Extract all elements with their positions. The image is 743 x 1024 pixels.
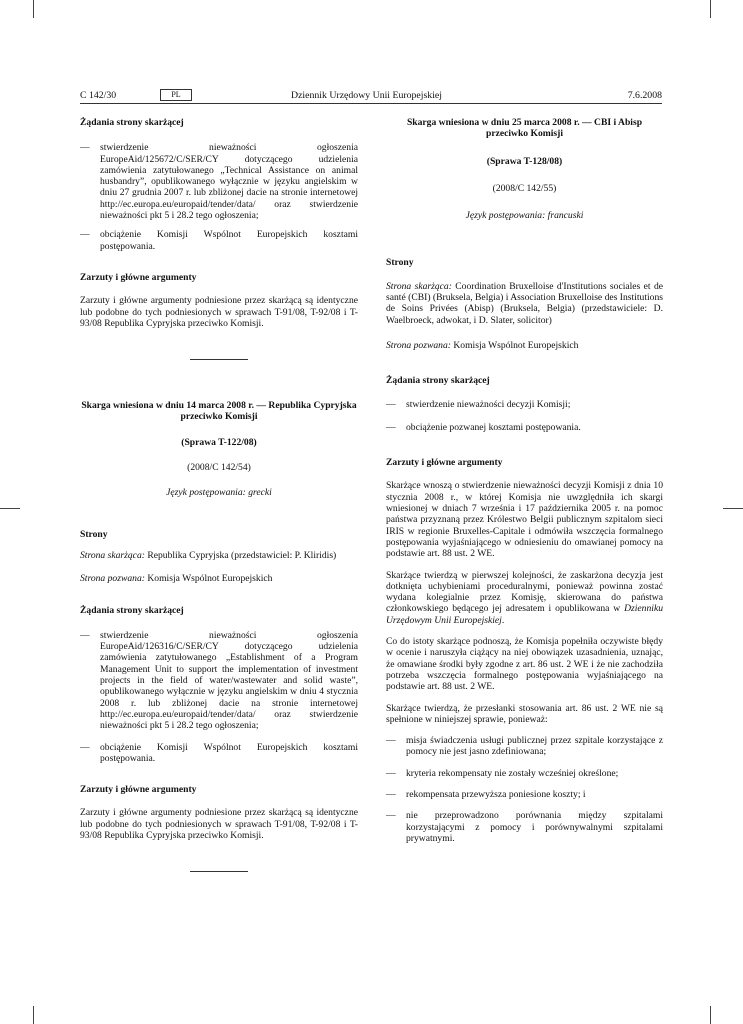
applicant-text: Republika Cypryjska (przedstawiciel: P. Kliridis)	[144, 549, 337, 561]
journal-series-number: C 142/30	[80, 90, 117, 101]
condition-item: — misja świadczenia usługi publicznej przez szpitale korzystające z pomocy nie jest jasno zdefiniowana;	[386, 735, 663, 758]
defendant-text: Komisja Wspólnot Europejskich	[144, 573, 273, 585]
claims-list	[80, 630, 358, 732]
case-reference: (2008/C 142/54)	[187, 462, 251, 474]
section-heading: Żądania strony skarżącej	[386, 375, 490, 387]
case-number: (Sprawa T-122/08)	[181, 436, 257, 448]
crop-mark-bottom-right	[710, 1006, 711, 1024]
language-code-box: PL	[160, 89, 192, 101]
claim-item: — stwierdzenie nieważności ogłoszenia EuropeAid/125672/C/SER/CY dotyczącego udzielenia zamówienia zatytułowanego „Technical Assistance on animal husbandry”, opublikowanego wyłącznie w języku angielskim w dniu 27 grudnia 2007 r. lub zbliżonej dacie na stronie internetowej http://ec.europa.eu/europaid/tender/data/ oraz stwierdzenie nieważności pkt 5 i 28.2 tego ogłoszenia;	[80, 142, 358, 221]
paragraph: Zarzuty i główne argumenty podniesione przez skarżącą są identyczne lub podobne do tych podniesionych w sprawach T-91/08, T-92/08 i T-93/08 Republika Cypryjska przeciwko Komisji.	[80, 807, 358, 841]
defendant-text: Komisja Wspólnot Europejskich	[450, 339, 579, 351]
section-heading: Zarzuty i główne argumenty	[386, 457, 503, 469]
crop-mark-top-left	[33, 0, 34, 18]
paragraph: Co do istoty skarżące podnoszą, że Komisja popełniła oczywiste błędy w ocenie i naruszyła ciążący na niej obowiązek uzasadnienia, uznając, że omawiane środki były zgodne z art. 86 ust. 2 WE i że nie zachodziła potrzeba wszczęcia formalnego postępowania wyjaśniającego na podstawie art. 88 ust. 2 WE.	[386, 636, 663, 693]
journal-title: Dziennik Urzędowy Unii Europejskiej	[291, 90, 442, 101]
claim-item: — obciążenie Komisji Wspólnot Europejskich kosztami postępowania.	[80, 229, 358, 252]
case-language: Język postępowania: francuski	[465, 210, 584, 222]
defendant-line	[386, 340, 663, 351]
right-column	[386, 117, 663, 844]
case-title: Skarga wniesiona w dniu 14 marca 2008 r. — Republika Cypryjska przeciwko Komisji	[81, 400, 357, 423]
claim-item: — stwierdzenie nieważności ogłoszenia EuropeAid/126316/C/SER/CY dotyczącego udzielenia zamówienia zatytułowanego „Establishment of a Program Management Unit to support the implementation of investment projects in the field of water/wastewater and solid waste”, opublikowanego wyłącznie w języku angielskim w dniu 4 stycznia 2008 r. lub zbliżonej dacie na stronie internetowej http://ec.europa.eu/europaid/tender/data/ oraz stwierdzenie nieważności pkt 5 i 28.2 tego ogłoszenia;	[80, 630, 358, 732]
defendant-label: Strona pozwana:	[386, 339, 451, 351]
crop-mark-bottom-left	[33, 1006, 34, 1024]
section-heading: Zarzuty i główne argumenty	[80, 271, 197, 283]
section-heading: Żądania strony skarżącej	[80, 604, 184, 616]
case-title: Skarga wniesiona w dniu 25 marca 2008 r. — CBI i Abisp przeciwko Komisji	[406, 117, 643, 140]
claim-item: — obciążenie Komisji Wspólnot Europejskich kosztami postępowania.	[80, 742, 358, 765]
condition-item: — rekompensata przewyższa poniesione koszty; i	[386, 789, 663, 800]
condition-item: — nie przeprowadzono porównania między szpitalami korzystającymi z pomocy i porównywalnymi szpitalami prywatnymi.	[386, 810, 663, 844]
header-rule	[80, 103, 662, 104]
claims-list	[386, 399, 663, 410]
defendant-label: Strona pozwana:	[80, 573, 145, 585]
section-heading: Strony	[386, 257, 414, 269]
section-heading: Zarzuty i główne argumenty	[80, 784, 197, 796]
claim-item: — stwierdzenie nieważności decyzji Komisji;	[386, 399, 663, 410]
section-heading: Strony	[80, 528, 108, 540]
condition-item: — kryteria rekompensaty nie zostały wcześniej określone;	[386, 768, 663, 779]
applicant-label: Strona skarżąca:	[386, 280, 452, 292]
claim-item: — obciążenie pozwanej kosztami postępowania.	[386, 422, 663, 433]
conditions-list	[386, 735, 663, 758]
applicant-line	[386, 281, 663, 326]
left-column	[80, 117, 358, 872]
publication-date: 7.6.2008	[627, 90, 662, 101]
case-reference: (2008/C 142/55)	[492, 182, 557, 194]
claims-list	[80, 142, 358, 221]
section-heading: Żądania strony skarżącej	[80, 117, 184, 128]
separator-rule	[190, 871, 248, 872]
case-language: Język postępowania: grecki	[166, 487, 272, 499]
journal-reference: Dzienniku Urzędowym Unii Europejskiej	[386, 603, 663, 626]
paragraph: Skarżące wnoszą o stwierdzenie nieważności decyzji Komisji z dnia 10 stycznia 2008 r., w której Komisja nie uwzględniła ich skargi wniesionej w dniach 7 września i 17 października 2005 r. na pomoc państwa przyznaną przez Królestwo Belgii publicznym szpitalom sieci IRIS w regionie Bruxelles-Capitale i odmówiła wszczęcia formalnego postępowania wyjaśniającego w odniesieniu do omawianej pomocy na podstawie art. 88 ust. 2 WE.	[386, 480, 663, 560]
paragraph: Skarżące twierdzą w pierwszej kolejności, że zaskarżona decyzja jest dotknięta uchybieniami proceduralnymi, ponieważ powinna zostać wydana kolegialnie przez Komisję, skierowana do państwa członkowskiego będącego jej adresatem i opublikowana w Dzienniku Urzędowym Unii Europejskiej.	[386, 569, 663, 626]
applicant-text: Coordination Bruxelloise d'Institutions sociales et de santé (CBI) (Bruksela, Belgia) i Association Bruxelloise des Institutions de Soins Privées (Abisp) (Bruksela, Belgia) (przedstawiciele: D. Waelbroeck, adwokat, i D. Slater, solicitor)	[386, 280, 663, 326]
applicant-label: Strona skarżąca:	[80, 549, 145, 561]
paragraph: Zarzuty i główne argumenty podniesione przez skarżącą są identyczne lub podobne do tych podniesionych w sprawach T-91/08, T-92/08 i T-93/08 Republika Cypryjska przeciwko Komisji.	[80, 295, 358, 329]
applicant-line	[80, 550, 358, 561]
defendant-line	[80, 573, 358, 584]
crop-mark-right-middle	[723, 508, 743, 509]
case-number: (Sprawa T-128/08)	[486, 155, 563, 167]
crop-mark-top-right	[710, 0, 711, 18]
crop-mark-left-middle	[0, 508, 20, 509]
paragraph: Skarżące twierdzą, że przesłanki stosowania art. 86 ust. 2 WE nie są spełnione w niniejszej sprawie, ponieważ:	[386, 702, 663, 725]
